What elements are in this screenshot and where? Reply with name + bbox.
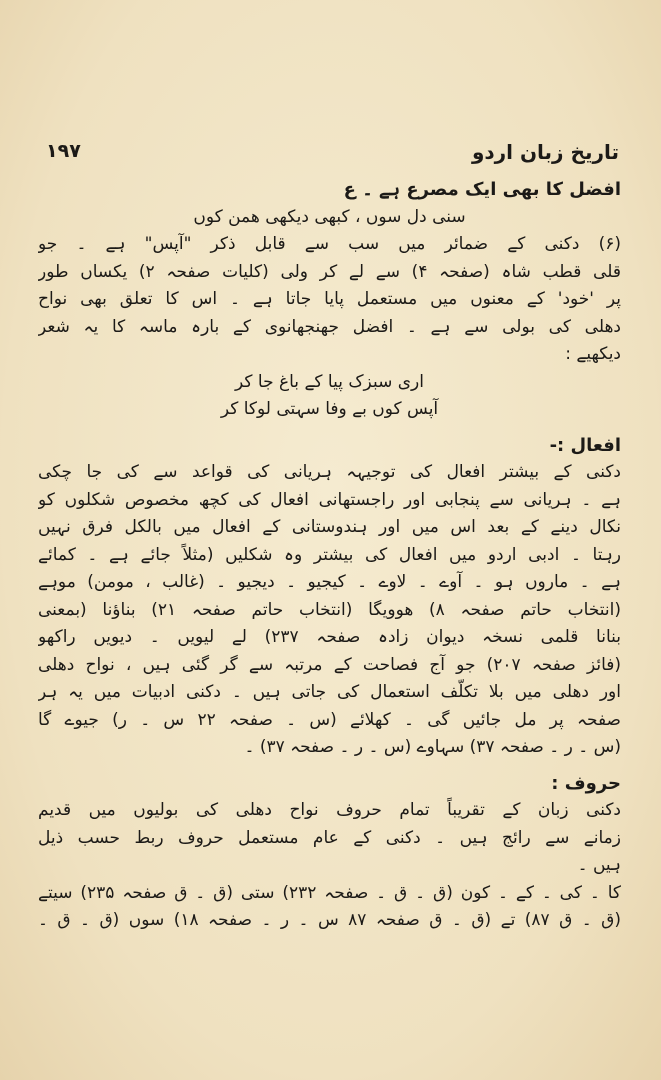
running-title: تاریخ زبان اردو	[471, 140, 619, 164]
text-line: (انتخاب حاتم صفحہ ۸) ھوویگا (انتخاب حاتم صفحہ ۲۱) بناؤنا (بمعنی	[38, 599, 621, 620]
paragraph-gap	[38, 424, 621, 432]
section-heading: حروف :	[551, 772, 621, 794]
text-line: دھلی کی بولی سے ہے ۔ افضل جھنجھانوی کے بارہ ماسہ کا یہ شعر	[38, 316, 621, 337]
text-line: (ق ۔ ق ۸۷) تے (ق ۔ ق صفحہ ۸۷ س ۔ ر ۔ صفحہ ۱۸) سوں (ق ۔ ق ۔	[38, 910, 621, 930]
text-line: (۶) دکنی کے ضمائر میں سب سے قابل ذکر "آپس" ہے ۔ جو	[38, 234, 621, 254]
text-line: (فائز صفحہ ۲۰۷) جو آج فصاحت کے مرتبہ سے گر گئی ہیں ، نواح دھلی	[38, 654, 621, 675]
text-line: صفحہ پر مل جائیں گی ۔ کھلائے (س ۔ صفحہ ۲۲ س ۔ ر) جیوے گا	[38, 709, 621, 730]
page-body	[38, 176, 621, 935]
text-line: ہیں ۔	[577, 855, 621, 875]
page-header	[46, 140, 619, 170]
text-line: دکنی زبان کے تقریباً تمام حروف نواح دھلی کی بولیوں میں قدیم	[38, 800, 621, 820]
text-line: اری سبزک پیا کے باغ جا کر	[235, 371, 424, 392]
page-number: ۱۹۷	[46, 140, 81, 162]
text-line: اور دھلی میں بلا تکلّف استعمال کی جاتی ہیں ۔ دکنی ادبیات میں یہ ہر	[38, 682, 621, 702]
section-heading: افعال :-	[549, 434, 621, 456]
text-line: پر 'خود' کے معنوں میں مستعمل پایا جاتا ہے ۔ اس کا تعلق بھی نواح	[38, 289, 621, 309]
text-line: زمانے سے رائج ہیں ۔ دکنی کے عام مستعمل حروف ربط حسب ذیل	[38, 827, 621, 848]
text-line: ہے ۔ ہریانی سے پنجابی اور راجستھانی افعال کی کچھ مخصوص شکلوں کو	[38, 489, 621, 510]
text-line: دیکھیے :	[565, 344, 621, 364]
text-line: آپس کوں بے وفا سہتی لوکا کر	[220, 399, 439, 419]
text-line: بنانا قلمی نسخہ دیوان زادہ صفحہ ۲۳۷) لے لیویں ۔ دیویں راکھو	[38, 627, 621, 647]
text-line: ہے ۔ ماروں ہو ۔ آوے ۔ لاوے ۔ کیجیو ۔ دیجیو ۔ (غالب ، مومن) موہے	[38, 572, 621, 592]
text-line: کا ۔ کی ۔ کے ۔ کون (ق ۔ ق ۔ صفحہ ۲۳۲) ستی (ق ۔ ق صفحہ ۲۳۵) سیتے	[38, 882, 621, 903]
text-line: سنی دل سوں ، کبھی دیکھی ھمن کوں	[193, 206, 466, 227]
text-line: (س ۔ ر ۔ صفحہ ۳۷) سہاوے (س ۔ ر ۔ صفحہ ۳۷) ۔	[244, 737, 621, 757]
paragraph-gap	[38, 762, 621, 770]
text-line: دکنی کے بیشتر افعال کی توجیہہ ہریانی کی قواعد سے کی جا چکی	[38, 462, 621, 482]
text-line: قلی قطب شاہ (صفحہ ۴) سے لے کر ولی (کلیات صفحہ ۲) یکساں طور	[38, 261, 621, 282]
section-heading: افضل کا بھی ایک مصرع ہے ۔ ع	[343, 179, 621, 200]
text-line: رہتا ۔ ادبی اردو میں افعال کی بیشتر وہ شکلیں (مثلاً جائے ہے ۔ کمائے	[38, 544, 621, 565]
text-line: نکال دینے کے بعد اس میں اور ہندوستانی کے افعال میں بالکل فرق نہیں	[38, 517, 621, 537]
